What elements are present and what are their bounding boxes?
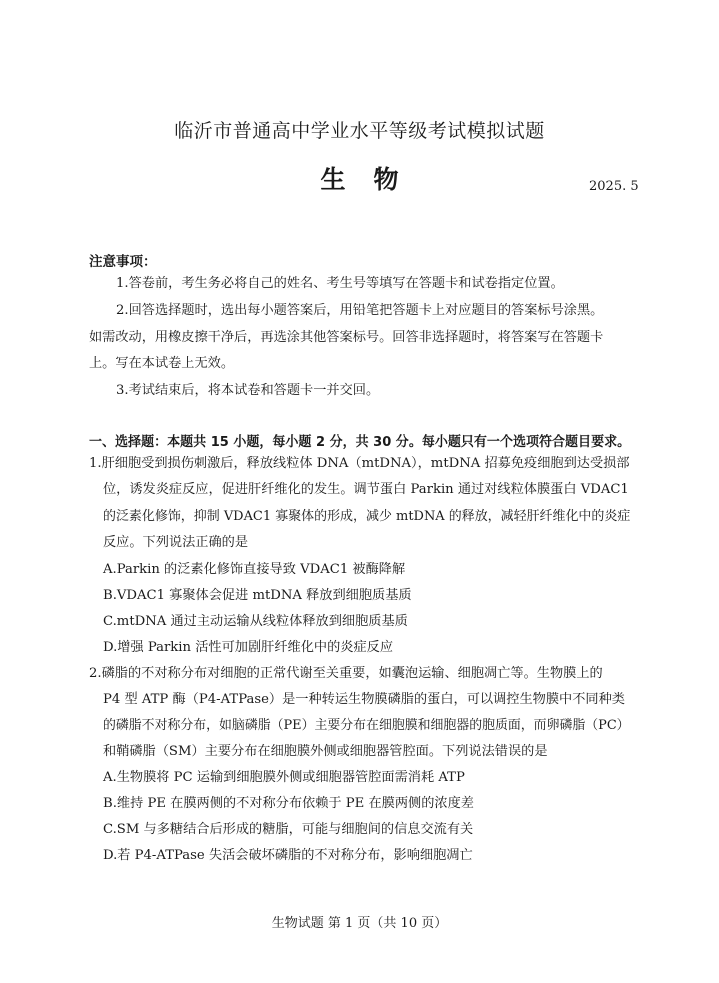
question-stem-line: 的磷脂不对称分布，如脑磷脂（PE）主要分布在细胞膜和细胞器的胞质面，而卵磷脂（PC） bbox=[103, 718, 630, 733]
option-d: D.增强 Parkin 活性可加剧肝纤维化中的炎症反应 bbox=[103, 640, 394, 655]
question-stem-line: 1.肝细胞受到损伤刺激后，释放线粒体 DNA（mtDNA），mtDNA 招募免疫细胞到达受损部 bbox=[89, 456, 630, 471]
option-b: B.维持 PE 在膜两侧的不对称分布依赖于 PE 在膜两侧的浓度差 bbox=[103, 796, 474, 811]
question-stem-line: 2.磷脂的不对称分布对细胞的正常代谢至关重要，如囊泡运输、细胞凋亡等。生物膜上的 bbox=[89, 666, 603, 681]
notice-item: 2.回答选择题时，选出每小题答案后，用铅笔把答题卡上对应题目的答案标号涂黑。 bbox=[116, 303, 604, 318]
exam-date: 2025. 5 bbox=[589, 179, 639, 194]
notice-item: 如需改动，用橡皮擦干净后，再选涂其他答案标号。回答非选择题时，将答案写在答题卡 bbox=[89, 330, 604, 345]
question-stem-line: 反应。下列说法正确的是 bbox=[103, 535, 249, 550]
question-stem-line: 和鞘磷脂（SM）主要分布在细胞膜外侧或细胞器管腔面。下列说法错误的是 bbox=[103, 744, 548, 759]
option-d: D.若 P4-ATPase 失活会破坏磷脂的不对称分布，影响细胞凋亡 bbox=[103, 848, 473, 863]
question-stem-line: P4 型 ATP 酶（P4-ATPase）是一种转运生物膜磷脂的蛋白，可以调控生物膜中不同种类 bbox=[103, 692, 625, 707]
page-footer: 生物试题 第 1 页（共 10 页） bbox=[271, 916, 448, 931]
option-c: C.SM 与多糖结合后形成的糖脂，可能与细胞间的信息交流有关 bbox=[103, 822, 474, 837]
question-stem-line: 位，诱发炎症反应，促进肝纤维化的发生。调节蛋白 Parkin 通过对线粒体膜蛋白 VDAC1 bbox=[103, 482, 629, 497]
option-b: B.VDAC1 寡聚体会促进 mtDNA 释放到细胞质基质 bbox=[103, 588, 412, 603]
option-a: A.生物膜将 PC 运输到细胞膜外侧或细胞器管腔面需消耗 ATP bbox=[103, 770, 465, 785]
notice-item: 上。写在本试卷上无效。 bbox=[89, 356, 235, 371]
question-stem-line: 的泛素化修饰，抑制 VDAC1 寡聚体的形成，减少 mtDNA 的释放，减轻肝纤维化中的炎症 bbox=[103, 509, 631, 524]
notice-heading: 注意事项： bbox=[89, 254, 157, 270]
section-heading: 一、选择题：本题共 15 小题，每小题 2 分，共 30 分。每小题只有一个选项符合题目要求。 bbox=[89, 434, 631, 450]
subject-text: 生物 bbox=[320, 165, 427, 194]
option-a: A.Parkin 的泛素化修饰直接导致 VDAC1 被酶降解 bbox=[103, 562, 406, 577]
option-c: C.mtDNA 通过主动运输从线粒体释放到细胞质基质 bbox=[103, 614, 408, 629]
notice-item: 3.考试结束后，将本试卷和答题卡一并交回。 bbox=[116, 383, 380, 398]
exam-title: 临沂市普通高中学业水平等级考试模拟试题 bbox=[174, 120, 545, 142]
notice-item: 1.答卷前，考生务必将自己的姓名、考生号等填写在答题卡和试卷指定位置。 bbox=[116, 276, 564, 291]
